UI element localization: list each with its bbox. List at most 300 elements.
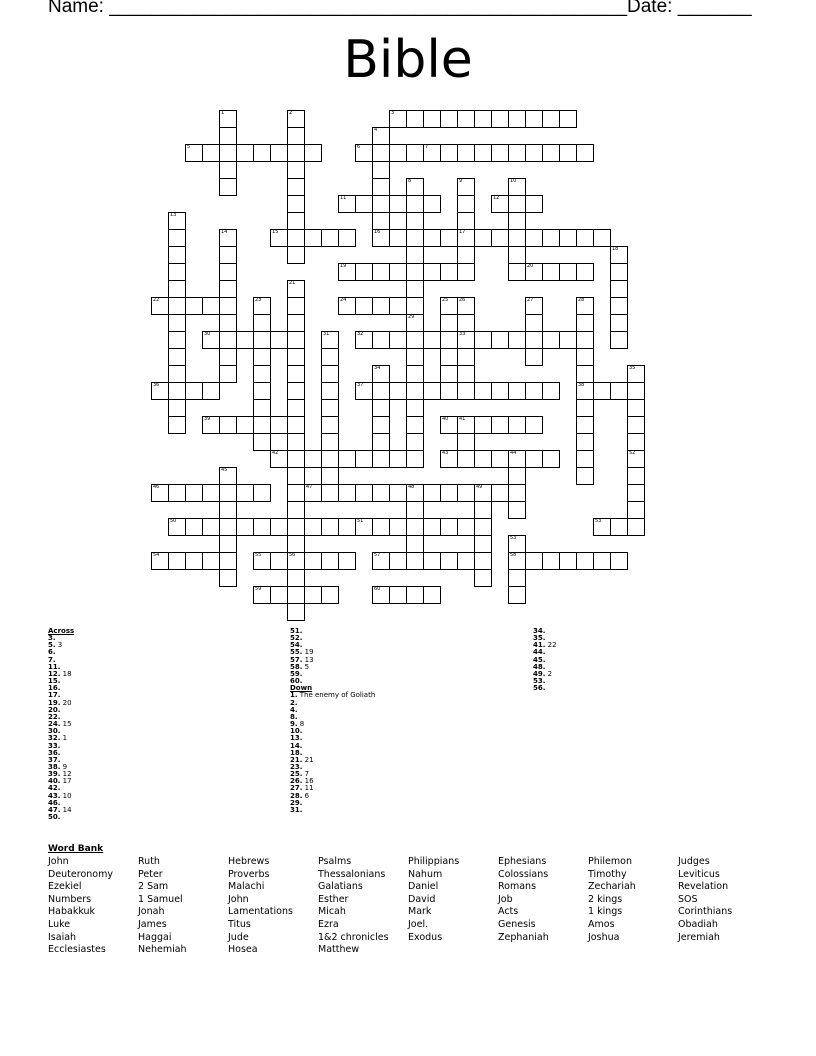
grid-cell[interactable] bbox=[508, 484, 526, 502]
grid-cell[interactable] bbox=[355, 450, 373, 468]
grid-cell[interactable] bbox=[168, 348, 186, 366]
grid-cell[interactable] bbox=[372, 433, 390, 451]
grid-cell[interactable] bbox=[321, 348, 339, 366]
grid-cell[interactable] bbox=[457, 144, 475, 162]
grid-cell[interactable] bbox=[406, 110, 424, 128]
grid-cell[interactable] bbox=[253, 331, 271, 349]
grid-cell[interactable] bbox=[287, 348, 305, 366]
grid-cell[interactable] bbox=[219, 314, 237, 332]
grid-cell[interactable] bbox=[287, 501, 305, 519]
grid-cell[interactable] bbox=[474, 518, 492, 536]
grid-cell[interactable] bbox=[389, 297, 407, 315]
grid-cell[interactable] bbox=[219, 331, 237, 349]
grid-cell[interactable] bbox=[474, 416, 492, 434]
grid-cell[interactable] bbox=[270, 144, 288, 162]
grid-cell[interactable] bbox=[525, 331, 543, 349]
grid-cell[interactable] bbox=[185, 518, 203, 536]
grid-cell[interactable] bbox=[185, 382, 203, 400]
grid-cell[interactable] bbox=[610, 314, 628, 332]
grid-cell[interactable] bbox=[491, 484, 509, 502]
grid-cell[interactable] bbox=[576, 229, 594, 247]
grid-cell[interactable] bbox=[372, 331, 390, 349]
grid-cell[interactable] bbox=[389, 586, 407, 604]
grid-cell[interactable] bbox=[287, 161, 305, 179]
grid-cell[interactable] bbox=[253, 416, 271, 434]
grid-cell[interactable] bbox=[474, 229, 492, 247]
grid-cell[interactable] bbox=[474, 331, 492, 349]
grid-cell[interactable] bbox=[542, 552, 560, 570]
grid-cell[interactable] bbox=[474, 569, 492, 587]
grid-cell[interactable] bbox=[287, 314, 305, 332]
grid-cell[interactable] bbox=[559, 552, 577, 570]
grid-cell[interactable] bbox=[440, 144, 458, 162]
grid-cell[interactable] bbox=[508, 144, 526, 162]
grid-cell[interactable] bbox=[372, 297, 390, 315]
grid-cell[interactable] bbox=[423, 586, 441, 604]
grid-cell[interactable] bbox=[236, 518, 254, 536]
grid-cell[interactable] bbox=[389, 552, 407, 570]
grid-cell[interactable] bbox=[304, 586, 322, 604]
grid-cell[interactable] bbox=[219, 348, 237, 366]
grid-cell[interactable] bbox=[576, 331, 594, 349]
grid-cell[interactable] bbox=[168, 229, 186, 247]
grid-cell[interactable] bbox=[253, 399, 271, 417]
grid-cell[interactable] bbox=[406, 501, 424, 519]
grid-cell[interactable] bbox=[440, 484, 458, 502]
grid-cell[interactable] bbox=[576, 433, 594, 451]
grid-cell[interactable] bbox=[168, 399, 186, 417]
grid-cell[interactable] bbox=[389, 331, 407, 349]
grid-cell[interactable] bbox=[321, 433, 339, 451]
grid-cell[interactable] bbox=[508, 501, 526, 519]
grid-cell[interactable] bbox=[287, 195, 305, 213]
grid-cell[interactable] bbox=[321, 416, 339, 434]
grid-cell[interactable] bbox=[576, 144, 594, 162]
grid-cell[interactable] bbox=[389, 229, 407, 247]
grid-cell[interactable] bbox=[304, 144, 322, 162]
grid-cell[interactable] bbox=[236, 416, 254, 434]
grid-cell[interactable] bbox=[423, 229, 441, 247]
grid-cell[interactable] bbox=[372, 450, 390, 468]
grid-cell[interactable] bbox=[338, 518, 356, 536]
grid-cell[interactable] bbox=[423, 195, 441, 213]
grid-cell[interactable] bbox=[610, 552, 628, 570]
grid-cell[interactable] bbox=[287, 229, 305, 247]
grid-cell[interactable] bbox=[576, 314, 594, 332]
grid-cell[interactable] bbox=[219, 263, 237, 281]
grid-cell[interactable] bbox=[440, 552, 458, 570]
grid-cell[interactable] bbox=[219, 365, 237, 383]
grid-cell[interactable] bbox=[542, 331, 560, 349]
grid-cell[interactable] bbox=[406, 195, 424, 213]
grid-cell[interactable] bbox=[491, 416, 509, 434]
grid-cell[interactable] bbox=[423, 331, 441, 349]
grid-cell[interactable] bbox=[491, 450, 509, 468]
grid-cell[interactable] bbox=[406, 518, 424, 536]
grid-cell[interactable] bbox=[287, 297, 305, 315]
grid-cell[interactable] bbox=[287, 127, 305, 145]
grid-cell[interactable] bbox=[406, 246, 424, 264]
grid-cell[interactable] bbox=[525, 229, 543, 247]
grid-cell[interactable] bbox=[372, 144, 390, 162]
grid-cell[interactable] bbox=[372, 263, 390, 281]
grid-cell[interactable] bbox=[236, 484, 254, 502]
grid-cell[interactable] bbox=[321, 365, 339, 383]
grid-cell[interactable] bbox=[610, 280, 628, 298]
grid-cell[interactable] bbox=[219, 178, 237, 196]
grid-cell[interactable] bbox=[202, 144, 220, 162]
grid-cell[interactable] bbox=[202, 484, 220, 502]
grid-cell[interactable] bbox=[253, 484, 271, 502]
grid-cell[interactable] bbox=[474, 144, 492, 162]
grid-cell[interactable] bbox=[219, 297, 237, 315]
grid-cell[interactable] bbox=[406, 382, 424, 400]
grid-cell[interactable] bbox=[287, 569, 305, 587]
grid-cell[interactable] bbox=[168, 416, 186, 434]
grid-cell[interactable] bbox=[389, 518, 407, 536]
grid-cell[interactable] bbox=[406, 348, 424, 366]
grid-cell[interactable] bbox=[321, 518, 339, 536]
grid-cell[interactable] bbox=[389, 450, 407, 468]
grid-cell[interactable] bbox=[627, 467, 645, 485]
grid-cell[interactable] bbox=[474, 501, 492, 519]
grid-cell[interactable] bbox=[423, 263, 441, 281]
grid-cell[interactable] bbox=[287, 518, 305, 536]
grid-cell[interactable] bbox=[508, 246, 526, 264]
grid-cell[interactable] bbox=[457, 433, 475, 451]
grid-cell[interactable] bbox=[185, 484, 203, 502]
grid-cell[interactable] bbox=[406, 212, 424, 230]
grid-cell[interactable] bbox=[202, 552, 220, 570]
grid-cell[interactable] bbox=[508, 569, 526, 587]
grid-cell[interactable] bbox=[576, 467, 594, 485]
grid-cell[interactable] bbox=[525, 314, 543, 332]
grid-cell[interactable] bbox=[372, 399, 390, 417]
grid-cell[interactable] bbox=[372, 382, 390, 400]
grid-cell[interactable] bbox=[508, 416, 526, 434]
grid-cell[interactable] bbox=[389, 195, 407, 213]
grid-cell[interactable] bbox=[627, 484, 645, 502]
grid-cell[interactable] bbox=[525, 450, 543, 468]
grid-cell[interactable] bbox=[287, 416, 305, 434]
grid-cell[interactable] bbox=[457, 348, 475, 366]
grid-cell[interactable] bbox=[423, 552, 441, 570]
grid-cell[interactable] bbox=[627, 433, 645, 451]
grid-cell[interactable] bbox=[304, 552, 322, 570]
grid-cell[interactable] bbox=[202, 382, 220, 400]
grid-cell[interactable] bbox=[559, 229, 577, 247]
grid-cell[interactable] bbox=[406, 416, 424, 434]
grid-cell[interactable] bbox=[321, 229, 339, 247]
grid-cell[interactable] bbox=[508, 586, 526, 604]
grid-cell[interactable] bbox=[440, 382, 458, 400]
grid-cell[interactable] bbox=[508, 382, 526, 400]
grid-cell[interactable] bbox=[491, 331, 509, 349]
grid-cell[interactable] bbox=[474, 552, 492, 570]
grid-cell[interactable] bbox=[219, 569, 237, 587]
grid-cell[interactable] bbox=[321, 467, 339, 485]
grid-cell[interactable] bbox=[576, 365, 594, 383]
grid-cell[interactable] bbox=[440, 331, 458, 349]
grid-cell[interactable] bbox=[525, 144, 543, 162]
grid-cell[interactable] bbox=[372, 195, 390, 213]
grid-cell[interactable] bbox=[610, 382, 628, 400]
grid-cell[interactable] bbox=[372, 178, 390, 196]
grid-cell[interactable] bbox=[457, 110, 475, 128]
grid-cell[interactable] bbox=[593, 229, 611, 247]
grid-cell[interactable] bbox=[304, 450, 322, 468]
grid-cell[interactable] bbox=[474, 450, 492, 468]
grid-cell[interactable] bbox=[576, 348, 594, 366]
grid-cell[interactable] bbox=[491, 144, 509, 162]
grid-cell[interactable] bbox=[219, 552, 237, 570]
grid-cell[interactable] bbox=[542, 229, 560, 247]
grid-cell[interactable] bbox=[406, 280, 424, 298]
grid-cell[interactable] bbox=[627, 501, 645, 519]
grid-cell[interactable] bbox=[508, 331, 526, 349]
grid-cell[interactable] bbox=[525, 348, 543, 366]
grid-cell[interactable] bbox=[406, 365, 424, 383]
grid-cell[interactable] bbox=[219, 161, 237, 179]
grid-cell[interactable] bbox=[287, 331, 305, 349]
grid-cell[interactable] bbox=[321, 484, 339, 502]
grid-cell[interactable] bbox=[457, 552, 475, 570]
grid-cell[interactable] bbox=[168, 331, 186, 349]
grid-cell[interactable] bbox=[440, 348, 458, 366]
grid-cell[interactable] bbox=[355, 484, 373, 502]
grid-cell[interactable] bbox=[423, 110, 441, 128]
grid-cell[interactable] bbox=[610, 331, 628, 349]
grid-cell[interactable] bbox=[593, 382, 611, 400]
grid-cell[interactable] bbox=[457, 450, 475, 468]
grid-cell[interactable] bbox=[457, 195, 475, 213]
grid-cell[interactable] bbox=[287, 450, 305, 468]
grid-cell[interactable] bbox=[610, 518, 628, 536]
grid-cell[interactable] bbox=[338, 552, 356, 570]
grid-cell[interactable] bbox=[287, 467, 305, 485]
grid-cell[interactable] bbox=[406, 450, 424, 468]
grid-cell[interactable] bbox=[321, 586, 339, 604]
grid-cell[interactable] bbox=[542, 382, 560, 400]
grid-cell[interactable] bbox=[406, 297, 424, 315]
grid-cell[interactable] bbox=[338, 450, 356, 468]
grid-cell[interactable] bbox=[338, 484, 356, 502]
grid-cell[interactable] bbox=[338, 229, 356, 247]
grid-cell[interactable] bbox=[168, 246, 186, 264]
grid-cell[interactable] bbox=[270, 331, 288, 349]
grid-cell[interactable] bbox=[423, 518, 441, 536]
grid-cell[interactable] bbox=[406, 586, 424, 604]
grid-cell[interactable] bbox=[423, 484, 441, 502]
grid-cell[interactable] bbox=[236, 331, 254, 349]
grid-cell[interactable] bbox=[440, 365, 458, 383]
grid-cell[interactable] bbox=[270, 518, 288, 536]
grid-cell[interactable] bbox=[406, 399, 424, 417]
grid-cell[interactable] bbox=[627, 416, 645, 434]
grid-cell[interactable] bbox=[576, 450, 594, 468]
grid-cell[interactable] bbox=[508, 110, 526, 128]
grid-cell[interactable] bbox=[559, 263, 577, 281]
grid-cell[interactable] bbox=[627, 399, 645, 417]
grid-cell[interactable] bbox=[491, 229, 509, 247]
grid-cell[interactable] bbox=[202, 518, 220, 536]
grid-cell[interactable] bbox=[474, 382, 492, 400]
grid-cell[interactable] bbox=[372, 484, 390, 502]
grid-cell[interactable] bbox=[287, 399, 305, 417]
grid-cell[interactable] bbox=[457, 518, 475, 536]
grid-cell[interactable] bbox=[321, 450, 339, 468]
grid-cell[interactable] bbox=[389, 263, 407, 281]
grid-cell[interactable] bbox=[253, 144, 271, 162]
grid-cell[interactable] bbox=[576, 416, 594, 434]
grid-cell[interactable] bbox=[304, 518, 322, 536]
grid-cell[interactable] bbox=[185, 552, 203, 570]
grid-cell[interactable] bbox=[219, 416, 237, 434]
grid-cell[interactable] bbox=[457, 314, 475, 332]
grid-cell[interactable] bbox=[525, 195, 543, 213]
grid-cell[interactable] bbox=[372, 518, 390, 536]
grid-cell[interactable] bbox=[287, 484, 305, 502]
grid-cell[interactable] bbox=[406, 263, 424, 281]
grid-cell[interactable] bbox=[525, 382, 543, 400]
grid-cell[interactable] bbox=[525, 552, 543, 570]
grid-cell[interactable] bbox=[219, 246, 237, 264]
grid-cell[interactable] bbox=[270, 552, 288, 570]
grid-cell[interactable] bbox=[372, 416, 390, 434]
grid-cell[interactable] bbox=[610, 263, 628, 281]
grid-cell[interactable] bbox=[440, 229, 458, 247]
grid-cell[interactable] bbox=[525, 110, 543, 128]
grid-cell[interactable] bbox=[576, 552, 594, 570]
grid-cell[interactable] bbox=[253, 382, 271, 400]
grid-cell[interactable] bbox=[287, 603, 305, 621]
grid-cell[interactable] bbox=[321, 399, 339, 417]
grid-cell[interactable] bbox=[457, 246, 475, 264]
grid-cell[interactable] bbox=[406, 229, 424, 247]
grid-cell[interactable] bbox=[457, 365, 475, 383]
grid-cell[interactable] bbox=[440, 314, 458, 332]
grid-cell[interactable] bbox=[372, 212, 390, 230]
clue-text: 6 bbox=[302, 791, 310, 800]
grid-cell[interactable] bbox=[287, 246, 305, 264]
grid-cell[interactable] bbox=[440, 518, 458, 536]
grid-cell[interactable] bbox=[406, 535, 424, 553]
grid-cell[interactable] bbox=[321, 382, 339, 400]
grid-cell[interactable] bbox=[491, 382, 509, 400]
grid-cell[interactable] bbox=[287, 535, 305, 553]
grid-cell[interactable] bbox=[508, 195, 526, 213]
grid-cell[interactable] bbox=[474, 110, 492, 128]
grid-cell[interactable] bbox=[287, 433, 305, 451]
grid-cell[interactable] bbox=[542, 144, 560, 162]
grid-cell[interactable] bbox=[287, 212, 305, 230]
grid-cell[interactable] bbox=[542, 263, 560, 281]
grid-cell[interactable] bbox=[168, 263, 186, 281]
grid-cell[interactable] bbox=[219, 280, 237, 298]
grid-cell[interactable] bbox=[406, 144, 424, 162]
grid-cell[interactable] bbox=[389, 382, 407, 400]
grid-cell[interactable] bbox=[219, 535, 237, 553]
grid-cell[interactable] bbox=[440, 263, 458, 281]
grid-cell[interactable] bbox=[270, 416, 288, 434]
grid-cell[interactable] bbox=[406, 331, 424, 349]
grid-cell[interactable] bbox=[287, 586, 305, 604]
grid-cell[interactable] bbox=[474, 535, 492, 553]
grid-cell[interactable] bbox=[559, 331, 577, 349]
grid-cell[interactable] bbox=[168, 552, 186, 570]
grid-cell[interactable] bbox=[610, 297, 628, 315]
grid-cell[interactable] bbox=[219, 518, 237, 536]
grid-cell[interactable] bbox=[372, 161, 390, 179]
grid-cell[interactable] bbox=[253, 365, 271, 383]
grid-cell[interactable] bbox=[202, 297, 220, 315]
grid-cell[interactable] bbox=[219, 501, 237, 519]
grid-cell[interactable] bbox=[355, 297, 373, 315]
grid-cell[interactable] bbox=[457, 212, 475, 230]
grid-cell[interactable] bbox=[355, 195, 373, 213]
grid-cell[interactable] bbox=[168, 365, 186, 383]
grid-cell[interactable] bbox=[219, 484, 237, 502]
grid-cell[interactable] bbox=[423, 382, 441, 400]
grid-cell[interactable] bbox=[508, 467, 526, 485]
grid-cell[interactable] bbox=[559, 110, 577, 128]
grid-cell[interactable] bbox=[576, 399, 594, 417]
grid-cell[interactable] bbox=[508, 212, 526, 230]
grid-cell[interactable] bbox=[457, 263, 475, 281]
grid-cell[interactable] bbox=[627, 518, 645, 536]
grid-cell[interactable] bbox=[253, 348, 271, 366]
grid-cell[interactable] bbox=[440, 110, 458, 128]
grid-cell[interactable] bbox=[321, 552, 339, 570]
grid-cell[interactable] bbox=[355, 263, 373, 281]
grid-cell[interactable] bbox=[253, 314, 271, 332]
grid-cell[interactable] bbox=[542, 110, 560, 128]
grid-cell[interactable] bbox=[389, 484, 407, 502]
grid-cell[interactable] bbox=[593, 552, 611, 570]
grid-cell[interactable] bbox=[508, 229, 526, 247]
grid-cell[interactable] bbox=[406, 552, 424, 570]
grid-cell[interactable] bbox=[457, 484, 475, 502]
grid-cell[interactable] bbox=[406, 433, 424, 451]
grid-cell[interactable] bbox=[491, 110, 509, 128]
grid-cell[interactable] bbox=[508, 263, 526, 281]
grid-cell[interactable] bbox=[219, 144, 237, 162]
grid-cell[interactable] bbox=[576, 263, 594, 281]
grid-cell[interactable] bbox=[185, 297, 203, 315]
grid-cell[interactable] bbox=[542, 450, 560, 468]
grid-cell[interactable] bbox=[253, 433, 271, 451]
grid-cell[interactable] bbox=[168, 280, 186, 298]
grid-cell[interactable] bbox=[457, 382, 475, 400]
grid-cell[interactable] bbox=[168, 314, 186, 332]
grid-cell[interactable] bbox=[559, 144, 577, 162]
grid-cell[interactable] bbox=[525, 416, 543, 434]
grid-cell[interactable] bbox=[287, 365, 305, 383]
grid-cell[interactable] bbox=[168, 382, 186, 400]
grid-cell[interactable] bbox=[287, 178, 305, 196]
grid-cell[interactable] bbox=[304, 229, 322, 247]
grid-cell[interactable] bbox=[270, 586, 288, 604]
grid-cell[interactable] bbox=[627, 382, 645, 400]
grid-cell[interactable] bbox=[389, 144, 407, 162]
grid-cell[interactable] bbox=[236, 144, 254, 162]
grid-cell[interactable] bbox=[219, 127, 237, 145]
grid-cell[interactable] bbox=[168, 297, 186, 315]
grid-cell[interactable] bbox=[253, 518, 271, 536]
grid-cell[interactable] bbox=[287, 382, 305, 400]
grid-cell[interactable] bbox=[168, 484, 186, 502]
grid-cell[interactable] bbox=[287, 144, 305, 162]
